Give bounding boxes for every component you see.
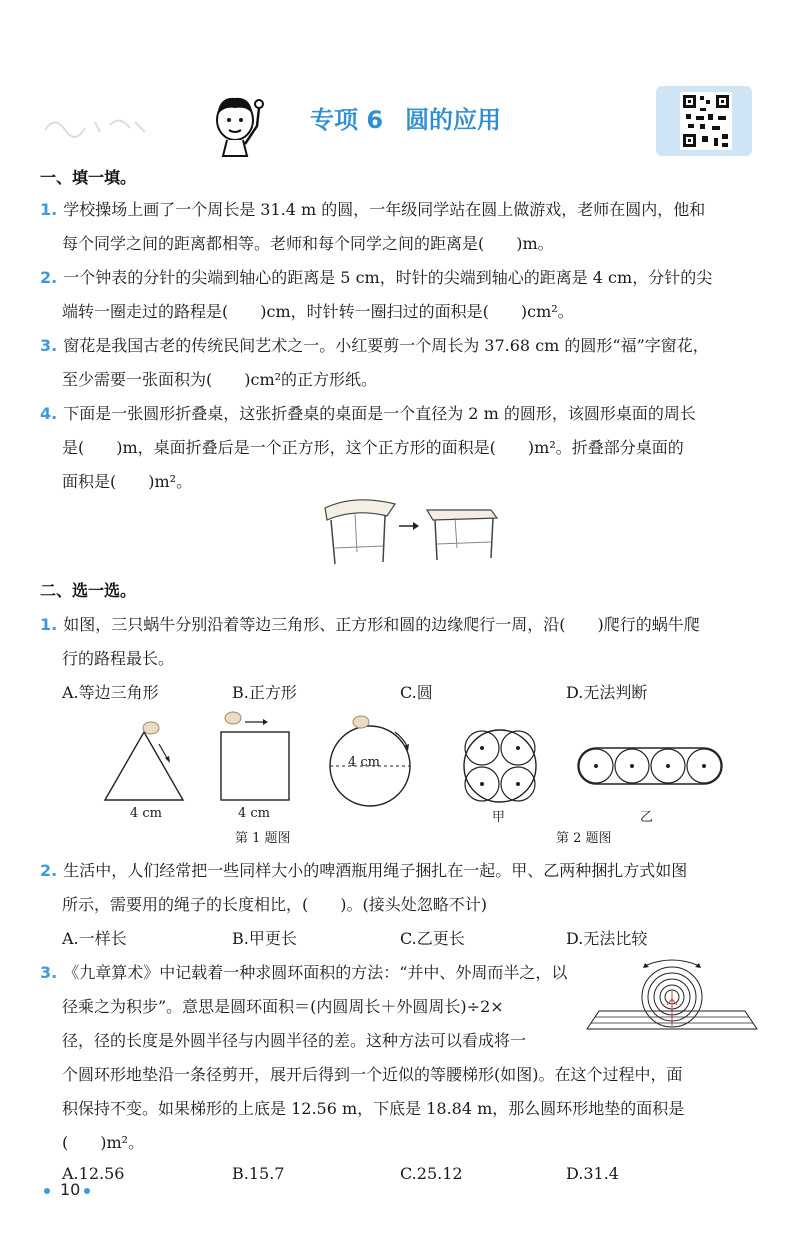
page-title xyxy=(310,100,501,135)
snail-icon xyxy=(225,712,241,724)
s1-q1-number: 1. xyxy=(40,200,58,219)
folding-table-icon xyxy=(315,490,515,570)
bundle-yi xyxy=(578,748,722,784)
qr-code-box xyxy=(656,86,752,156)
figure-1-caption: 第 1 题图 xyxy=(235,831,291,846)
s1-q4-line2: 是( )m，桌面折叠后是一个正方形，这个正方形的面积是( )m²。折叠部分桌面的 xyxy=(62,438,684,457)
s2-q2-option-c[interactable]: C.乙更长 xyxy=(400,929,465,948)
s2-q1-line1 xyxy=(40,612,700,635)
jia-label: 甲 xyxy=(492,810,506,825)
s2-q2-option-b[interactable]: B.甲更长 xyxy=(232,929,297,948)
bottle-bundles-diagram xyxy=(460,728,730,804)
s1-q3-line2: 至少需要一张面积为( )cm²的正方形纸。 xyxy=(62,370,378,389)
triangle-shape xyxy=(105,722,183,800)
section-1-heading: 一、填一填。 xyxy=(40,168,137,187)
s2-q3-line5: 积保持不变。如果梯形的上底是 12.56 m，下底是 18.84 m，那么圆环形地垫的面积是 xyxy=(62,1099,685,1118)
s1-q4-line1 xyxy=(40,401,696,424)
s1-q2-text1: 一个钟表的分针的尖端到轴心的距离是 5 cm，时针的尖端到轴心的距离是 4 cm，分针的尖 xyxy=(63,268,713,287)
s1-q2-line2: 端转一圈走过的路程是( )cm，时针转一圈扫过的面积是( )cm²。 xyxy=(62,302,574,321)
figure-2-bottles xyxy=(460,728,730,808)
page-number: 10 xyxy=(60,1180,81,1199)
s2-q2-text1: 生活中，人们经常把一些同样大小的啤酒瓶用绳子捆扎在一起。甲、乙两种捆扎方式如图 xyxy=(63,861,688,880)
s2-q3-line4: 个圆环形地垫沿一条径剪开，展开后得到一个近似的等腰梯形(如图)。在这个过程中，面 xyxy=(62,1065,683,1084)
s1-q4-line3: 面积是( )m²。 xyxy=(62,472,193,491)
s2-q1-option-a[interactable]: A.等边三角形 xyxy=(62,683,159,702)
section-2-heading: 二、选一选。 xyxy=(40,581,137,600)
s1-q1-line2: 每个同学之间的距离都相等。老师和每个同学之间的距离是( )m。 xyxy=(62,234,554,253)
s2-q1-option-d[interactable]: D.无法判断 xyxy=(566,683,648,702)
yi-label: 乙 xyxy=(640,810,654,825)
s2-q3-number: 3. xyxy=(40,963,58,982)
faded-handwriting-icon xyxy=(40,110,150,140)
figure-2-caption: 第 2 题图 xyxy=(556,831,612,846)
square-shape xyxy=(221,712,289,800)
s2-q2-line2: 所示，需要用的绳子的长度相比，( )。(接头处忽略不计) xyxy=(62,895,487,914)
title-part-2: 圆的应用 xyxy=(405,106,502,134)
snail-icon xyxy=(353,716,369,728)
s1-q4-text1: 下面是一张圆形折叠桌，这张折叠桌的桌面是一个直径为 2 m 的圆形，该圆形桌面的周长 xyxy=(63,404,696,423)
square-side-label: 4 cm xyxy=(238,806,271,821)
ring-unroll-diagram xyxy=(585,955,760,1033)
bundle-jia xyxy=(464,730,536,802)
qr-code-icon xyxy=(656,86,752,156)
snail-icon xyxy=(143,722,159,734)
page-dot-right xyxy=(84,1188,90,1194)
s2-q3-option-c[interactable]: C.25.12 xyxy=(400,1164,463,1183)
s1-q2-line1 xyxy=(40,265,712,288)
s1-q3-line1 xyxy=(40,333,709,356)
s2-q3-text1: 《九章算术》中记载着一种求圆环面积的方法：“并中、外周而半之，以 xyxy=(63,963,568,982)
triangle-side-label: 4 cm xyxy=(130,806,163,821)
title-part-1: 专项 6 xyxy=(310,106,384,134)
s2-q3-option-a[interactable]: A.12.56 xyxy=(62,1164,125,1183)
page-dot-left xyxy=(44,1188,50,1194)
s2-q3-line3: 径，径的长度是外圆半径与内圆半径的差。这种方法可以看成将一 xyxy=(62,1031,527,1050)
s2-q1-line2: 行的路程最长。 xyxy=(62,649,175,668)
s1-q1-text1: 学校操场上画了一个周长是 31.4 m 的圆，一年级同学站在圆上做游戏，老师在圆内，他和 xyxy=(63,200,706,219)
s2-q2-option-a[interactable]: A.一样长 xyxy=(62,929,127,948)
s2-q1-option-b[interactable]: B.正方形 xyxy=(232,683,297,702)
s2-q2-number: 2. xyxy=(40,861,58,880)
s1-q3-text1: 窗花是我国古老的传统民间艺术之一。小红要剪一个周长为 37.68 cm 的圆形“福”字窗花， xyxy=(63,336,709,355)
s2-q3-option-b[interactable]: B.15.7 xyxy=(232,1164,285,1183)
s1-q1-line1 xyxy=(40,197,705,220)
s2-q1-text1: 如图，三只蜗牛分别沿着等边三角形、正方形和圆的边缘爬行一周，沿( )爬行的蜗牛爬 xyxy=(63,615,700,634)
folding-table-figure xyxy=(315,490,515,574)
boy-pointing-icon xyxy=(205,86,277,158)
s1-q2-number: 2. xyxy=(40,268,58,287)
s2-q2-option-d[interactable]: D.无法比较 xyxy=(566,929,648,948)
circle-diameter-label: 4 cm xyxy=(348,755,381,770)
s1-q3-number: 3. xyxy=(40,336,58,355)
s2-q3-line2: 径乘之为积步”。意思是圆环面积＝(内圆周长＋外圆周长)÷2× xyxy=(62,997,504,1016)
s2-q1-option-c[interactable]: C.圆 xyxy=(400,683,433,702)
s1-q4-number: 4. xyxy=(40,404,58,423)
s2-q2-line1 xyxy=(40,858,687,881)
s2-q1-number: 1. xyxy=(40,615,58,634)
s2-q3-line1 xyxy=(40,960,567,983)
boy-mascot xyxy=(205,86,277,162)
header-decoration xyxy=(40,110,150,144)
ring-trapezoid-figure xyxy=(585,955,760,1037)
s2-q3-line6: ( )m²。 xyxy=(62,1133,145,1152)
s2-q3-option-d[interactable]: D.31.4 xyxy=(566,1164,619,1183)
